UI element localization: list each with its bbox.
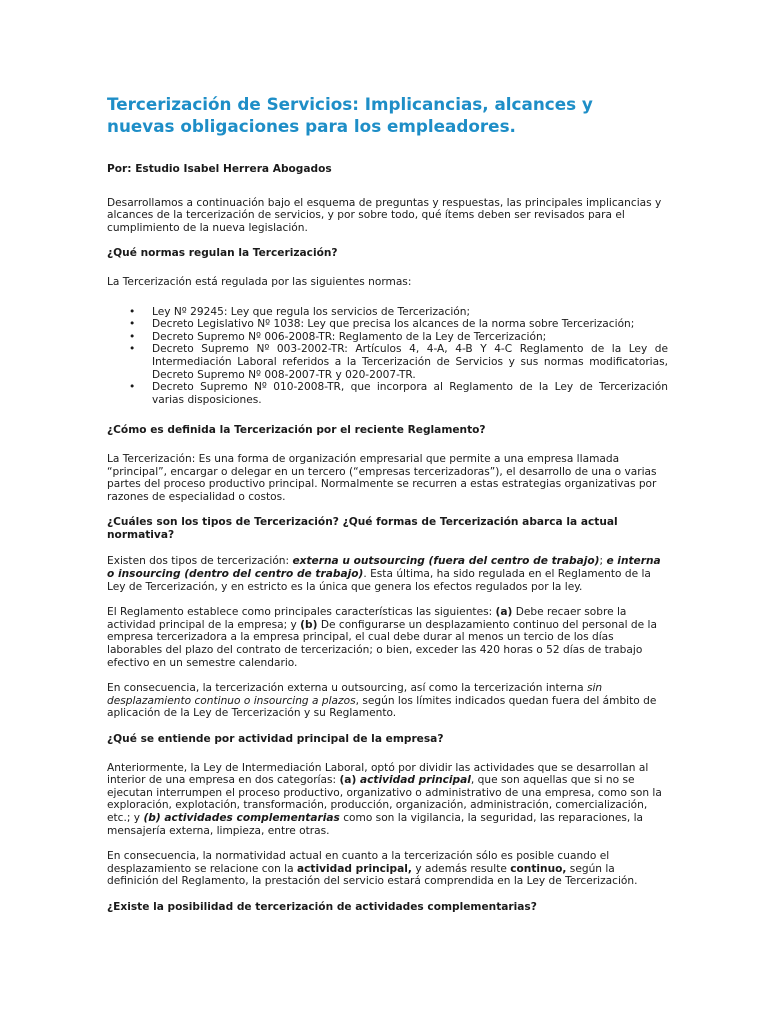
list-item: • Ley Nº 29245: Ley que regula los servicios de Tercerización; [152, 306, 668, 319]
list-item: • Decreto Supremo Nº 010-2008-TR, que incorpora al Reglamento de la Ley de Tercerización varias disposiciones. [152, 381, 668, 406]
text-run: En consecuencia, la normatividad actual en cuanto a la tercerización sólo es posible cuando el desplazamiento se relacione con la [107, 850, 610, 875]
question-heading: ¿Qué normas regulan la Tercerización? [107, 247, 338, 260]
emphasis-text: actividad principal [359, 774, 471, 787]
text-run: Debe recaer sobre la actividad principal de la empresa; y [107, 606, 627, 631]
text-run: . Esta última, ha sido regulada en el Reglamento de la Ley de Tercerización, y en estricto es la única que genera los efectos regulados por la ley. [107, 568, 651, 593]
emphasis-text: (b) actividades complementarias [143, 811, 340, 824]
text-run: ; [599, 555, 607, 568]
text-run: según la definición del Reglamento, la prestación del servicio estará comprendida en la Ley de Tercerización. [107, 862, 638, 888]
question-heading: ¿Cuáles son los tipos de Tercerización? ¿Qué formas de Tercerización abarca la actual normativa? [107, 516, 618, 541]
text-run: como son la vigilancia, la seguridad, las reparaciones, la mensajería externa, limpieza, entre otras. [107, 811, 644, 837]
text-run: El Reglamento establece como principales características las siguientes: [107, 606, 496, 619]
document-title: Tercerización de Servicios: Implicancias, alcances y nuevas obligaciones para los empleadores. [107, 94, 593, 136]
text-run: De configurarse un desplazamiento continuo del personal de la empresa tercerizadora a la empresa principal, el cual debe durar al menos un tercio de los días laborables del plazo del contrato de tercerización; o bien, exceder las 420 horas o 52 días de trabajo efectivo en un semestre calendario. [107, 618, 657, 669]
text-run: , que son aquellas que si no se ejecutan interrumpen el proceso productivo, organizativo o administrativo de una empresa, como son la exploración, explotación, transformación, producción, organización, administración, comercialización, etc.; y [107, 774, 662, 824]
answer-paragraph [107, 762, 668, 838]
question-heading: ¿Existe la posibilidad de tercerización de actividades complementarias? [107, 900, 537, 913]
text-run: y además resulte [411, 862, 511, 875]
bold-text: (b) [300, 618, 318, 631]
bold-text: (a) [495, 606, 513, 619]
answer-paragraph [107, 850, 668, 888]
answer-paragraph [107, 555, 668, 593]
text-run: , según los límites indicados quedan fuera del ámbito de aplicación de la Ley de Tercerización y su Reglamento. [107, 694, 657, 720]
bold-text: actividad principal, [297, 862, 412, 875]
question-heading: ¿Qué se entiende por actividad principal de la empresa? [107, 733, 444, 745]
text-run: Existen dos tipos de tercerización: [107, 555, 293, 568]
list-item: • Decreto Supremo Nº 006-2008-TR: Reglamento de la Ley de Tercerización; [152, 331, 668, 344]
bold-text: continuo, [510, 862, 567, 875]
bold-text: (a) [339, 774, 360, 787]
list-item: • Decreto Supremo Nº 003-2002-TR: Artículos 4, 4-A, 4-B Y 4-C Reglamento de la Ley de Intermediación Laboral referidos a la Tercerización de Servicios y sus normas modificatorias, Decreto Supremo Nº 008-2007-TR y 020-2007-TR. [152, 343, 668, 381]
question-heading: ¿Cómo es definida la Tercerización por el reciente Reglamento? [107, 424, 486, 437]
list-item: • Decreto Legislativo Nº 1038: Ley que precisa los alcances de la norma sobre Tercerización; [152, 318, 668, 331]
text-run: Anteriormente, la Ley de Intermediación Laboral, optó por dividir las actividades que se desarrollan al interior de una empresa en dos categorías: [107, 761, 649, 787]
answer-paragraph: La Tercerización: Es una forma de organización empresarial que permite a una empresa llamada “principal”, encargar o delegar en un tercero (“empresas tercerizadoras”), el desarrollo de una o varias partes del proceso productivo principal. Normalmente se recurren a estas estrategias organizativas por razones de especialidad o costos. [107, 452, 657, 503]
author-line: Por: Estudio Isabel Herrera Abogados [107, 163, 332, 175]
intro-paragraph: Desarrollamos a continuación bajo el esquema de preguntas y respuestas, las principales implicancias y alcances de la tercerización de servicios, y por sobre todo, qué ítems deben ser revisados para el cumplimiento de la nueva legislación. [107, 196, 662, 234]
answer-paragraph [107, 682, 668, 720]
italic-text: sin desplazamiento continuo o insourcing a plazos [107, 682, 603, 707]
answer-paragraph [107, 606, 668, 669]
norms-lead: La Tercerización está regulada por las siguientes normas: [107, 275, 412, 288]
text-run: En consecuencia, la tercerización externa u outsourcing, así como la tercerización interna [107, 682, 587, 695]
emphasis-text: externa u outsourcing (fuera del centro de trabajo) [292, 555, 600, 568]
norms-list [107, 306, 668, 407]
emphasis-text: e interna o insourcing (dentro del centro de trabajo) [107, 555, 661, 581]
